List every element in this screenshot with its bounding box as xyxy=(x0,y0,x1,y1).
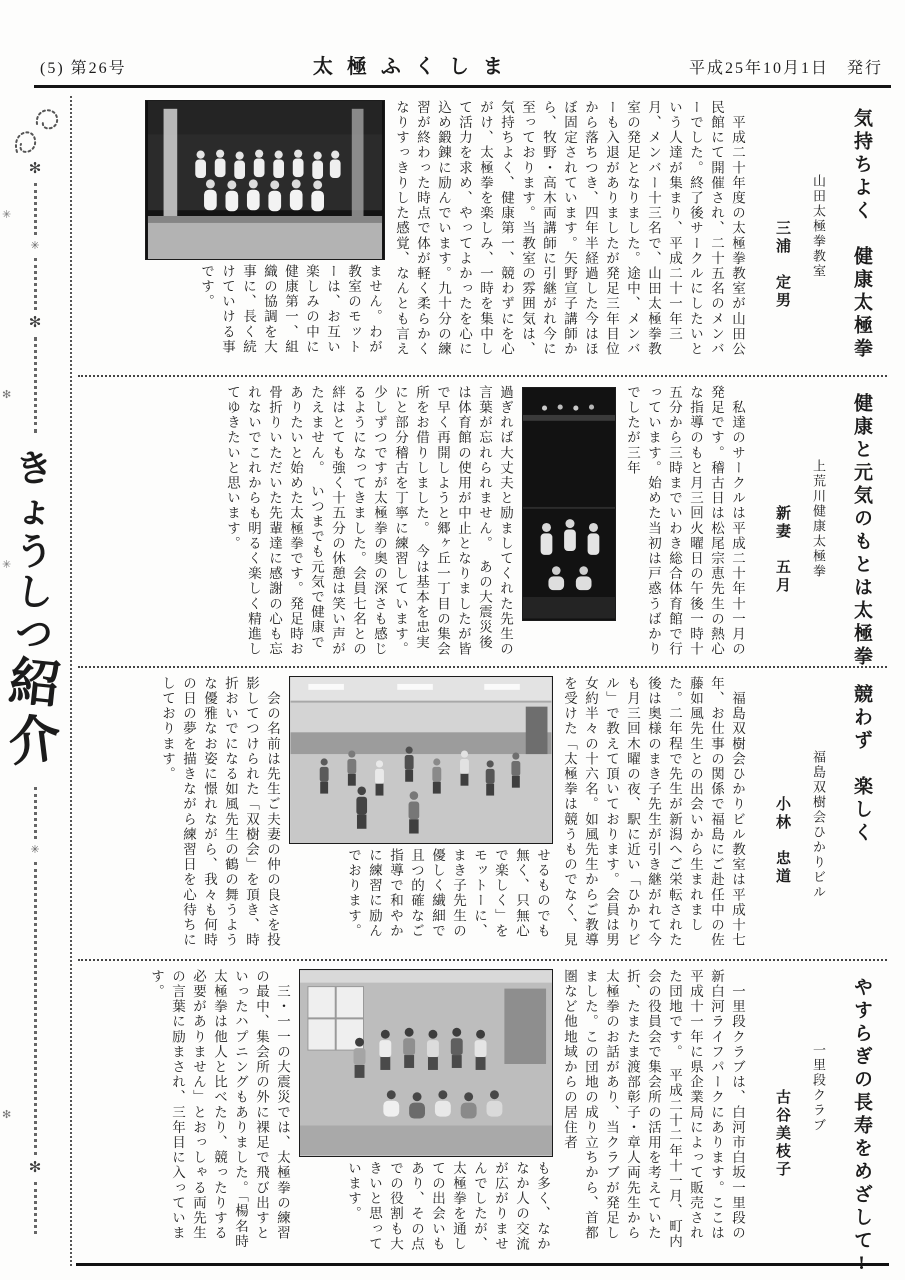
dotted-divider xyxy=(78,959,887,961)
article-body: も多く、なかなか人の交流が広がりませんでしたが、太極拳を通しての出会いもあり、その点での役割も大きいと思っています。 xyxy=(346,1161,550,1252)
article-subtitle: 一里段クラブ xyxy=(811,1043,826,1133)
article-author: 三浦 定男 xyxy=(774,220,790,310)
publish-date: 平成25年10月1日 発行 xyxy=(688,60,883,77)
sparkle-icon: ✻ xyxy=(28,1160,42,1176)
article-title: 健康と元気のもとは太極拳 xyxy=(851,393,872,669)
photo-text-group xyxy=(145,100,385,368)
dotted-line xyxy=(34,258,37,310)
article-body: 一里段クラブは、白河市白坂一里段の新白河ライフパークにあります。ここは平成十一年に県企業局によって販売された団地です。 平成二十二年十一月、町内会の役員会で集会所の活用を考えていた折、たまたま渡部彰子・章人両先生から太極拳のお話があり、当クラブが発足しました。この団地の成り立ちから、首都圏など他地域からの居住者 xyxy=(562,969,745,1250)
article-subtitle: 山田太極拳教室 xyxy=(811,174,826,279)
article-title: やすらぎの長寿をめざして! xyxy=(851,977,872,1278)
photo-text-group xyxy=(289,676,553,952)
article-body: ません。わが教室のモットーは、お互い楽しみの中に健康第一、組織の協調を大事に、長く続けていける事です。 xyxy=(199,264,382,355)
sparkle-icon: ✳ xyxy=(2,559,12,571)
sparkle-icon: ✻ xyxy=(2,1109,12,1121)
article-header xyxy=(748,676,889,952)
article-photo-practice-hall xyxy=(289,676,553,844)
dotted-line xyxy=(34,862,37,1155)
article-body: せるものでも無く、只無心で楽しく」をモットーに、まき子先生の優しく繊細で且つ的確なご指導で和やかに練習に励んでおります。 xyxy=(346,848,550,939)
dotted-line xyxy=(34,183,37,235)
article-yamada-taikyokuken xyxy=(76,96,891,370)
issue-number: (5) 第26号 xyxy=(40,60,127,77)
feature-title-char: ょ xyxy=(14,488,56,534)
photo-text-group xyxy=(299,969,553,1255)
feature-title xyxy=(5,446,65,774)
article-title: 気持ちよく 健康太極拳 xyxy=(851,108,872,361)
dotted-divider xyxy=(78,375,887,377)
feature-title-char: き xyxy=(14,446,56,493)
sparkle-icon: ✳ xyxy=(2,209,12,221)
feature-title-char: う xyxy=(14,529,56,575)
dotted-line xyxy=(34,1182,37,1234)
article-author: 新妻 五月 xyxy=(774,505,790,595)
dotted-line xyxy=(34,337,37,433)
article-author: 古谷美枝子 xyxy=(774,1089,790,1179)
sparkle-icon: ✻ xyxy=(2,389,12,401)
feature-title-char: し xyxy=(14,571,56,617)
sparkle-icon: ✻ xyxy=(28,315,42,331)
page-content xyxy=(0,88,905,1278)
feature-title-char: つ xyxy=(14,612,56,658)
article-body: 私達のサークルは平成二十年十一月の発足です。稽古日は松尾宗恵先生の熱心な指導のもと月三回火曜日の午後一時十五分から三時までいわき総合体育館で行っています。始めた当初は戸惑うばかりでしたが三年 xyxy=(625,385,745,657)
dotted-line xyxy=(34,787,37,839)
article-title: 競わず 楽しく xyxy=(851,684,872,845)
masthead xyxy=(0,0,905,85)
article-body: 会の名前は先生ご夫妻の仲の良さを投影してつけられた「双樹会」を頂き、時折おいでになる如風先生の鶴の舞うような優雅なお姿に憬れながら、我々も何時の日の夢を描きながら練習日を心待ちにしております。 xyxy=(160,676,280,948)
article-body: 福島双樹会ひかりビル教室は平成十七年、お仕事の関係で福島にご赴任中の佐藤如風先生との出会いから生まれました。二年程で先生が新潟へご栄転された後は奥様のまき子先生が引き継がれて今も月三回木曜の夜、駅に近い「ひかりビル」で教えて頂いております。会員は男女約半々の十六名。如風先生からご教導を受けた「太極拳は競うものでなく、見 xyxy=(562,676,745,948)
newsletter-title: 太極ふくしま xyxy=(312,56,517,78)
article-subtitle: 上荒川健康太極拳 xyxy=(811,459,826,579)
article-subtitle: 福島双樹会ひかりビル xyxy=(811,750,826,900)
article-body: 過ぎれば大丈夫と励ましてくれた先生の言葉が忘れられません。 あの大震災後は体育館の使用が中止となりましたが皆で早く再開しようと郷ヶ丘一丁目の集会所をお借りしました。 今は基本を忠実にと部分稽古を丁寧に練習しています。少しずつですが太極拳の奥の深さも感じるようになってきました。会員七名との絆はとても強く十五分の休憩は笑い声がたえません。 いつまでも元気で健康でありたいと始めた太極拳です。発足時お骨折りいただいた先輩達に感謝の心も忘れないでこれからも明るく楽しく精進してゆきたいと思います。 xyxy=(225,385,513,657)
article-photo-stage-group xyxy=(145,100,385,260)
sparkle-icon: ✳ xyxy=(30,240,40,252)
article-header xyxy=(748,385,889,669)
sidebar-decoration xyxy=(6,96,72,1266)
sparkle-icon: ✳ xyxy=(30,843,40,856)
article-fukushima-soujukai xyxy=(76,672,891,954)
squiggle-icon xyxy=(7,100,63,162)
feature-title-char: 介 xyxy=(5,710,65,774)
article-kamiarakawa-taikyokuken xyxy=(76,381,891,669)
bottom-rule xyxy=(76,1263,889,1266)
article-ichiridan-club xyxy=(76,965,891,1278)
article-body: 三・一一の大震災では、太極拳の練習の最中、集会所の外に裸足で飛び出すといったハプニングもありました。「楊名時太極拳は他人と比べたり、競ったりする必要がありません」とおっしゃる両先生の言葉に励まされ、三年目に入っています。 xyxy=(149,969,290,1250)
sparkle-icon: ✻ xyxy=(28,161,42,177)
article-header xyxy=(748,100,889,368)
article-body: 平成二十年度の太極拳教室が山田公民館にて開催され、二十五名のメンバーでした。終了後サークルにしたいという人達が集まり、平成二十一年三月、メンバー十三名で、山田太極拳教室の発足となりました。途中、メンバーも入退がありましたが発足三年目位から落ちつき、四年半経過した今はほぼ固定されています。矢野宣子講師から、牧野・高木両講師に引継がれ今に至っております。当教室の雰囲気は、気持ちよく、健康第一、競わずにを心がけ、太極拳を楽しみ、一時を集中して活力を求め、やってよかったを心に込め鍛錬に励んでいます。九十分の練習が終わった時点で体が軽く柔らかくなりすっきりした感覚、なんとも言え xyxy=(394,100,745,357)
feature-title-char: 紹 xyxy=(6,653,64,716)
article-photo-club-group xyxy=(299,969,553,1157)
article-header xyxy=(748,969,889,1278)
article-photo-members xyxy=(522,387,616,621)
article-author: 小林 忠道 xyxy=(774,796,790,886)
articles-column xyxy=(72,96,891,1278)
dotted-divider xyxy=(78,666,887,668)
